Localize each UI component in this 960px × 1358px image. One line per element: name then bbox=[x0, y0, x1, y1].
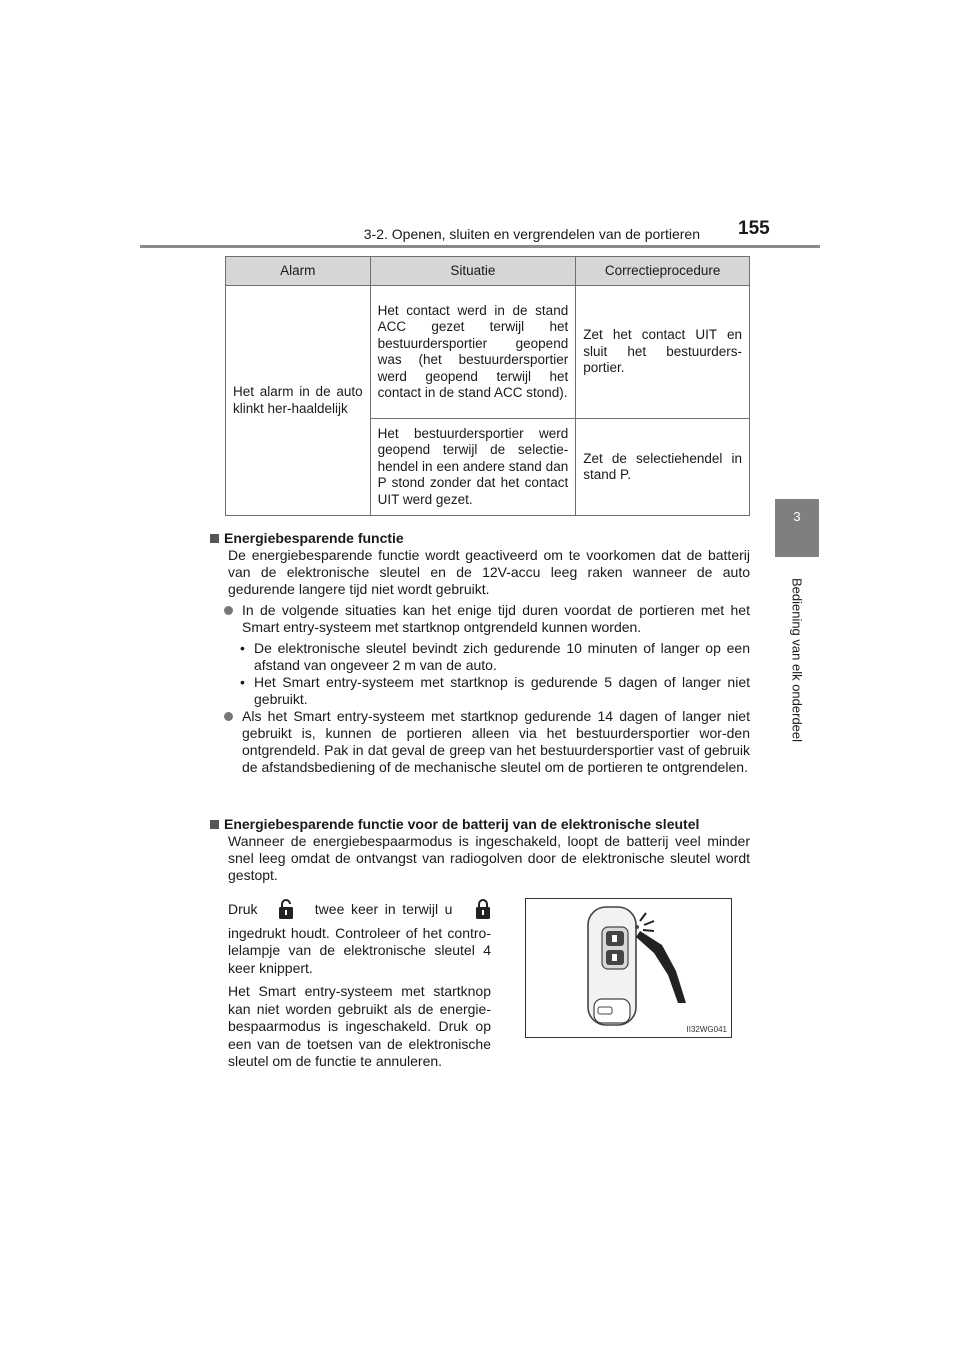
druk-text-end: ingedrukt houdt. Controleer of het contro-lelampje van de elektronische sleutel 4 keer knippert. bbox=[228, 924, 491, 976]
heading-text: Energiebesparende functie voor de batterij van de elektronische sleutel bbox=[224, 816, 700, 832]
procedure-paragraph bbox=[228, 898, 491, 977]
header-divider bbox=[140, 245, 820, 248]
druk-text-continued: twee keer in terwijl u bbox=[314, 901, 453, 917]
druk-text: Druk bbox=[228, 901, 258, 917]
smart-key-icon bbox=[526, 899, 731, 1037]
figure-code: II32WG041 bbox=[686, 1025, 727, 1034]
situation-cell: Het bestuurdersportier werd geopend terwijl de selectie-hendel in een andere stand dan P stond zonder dat het contact UIT werd gezet. bbox=[370, 419, 576, 516]
table-row bbox=[226, 286, 750, 419]
paragraph: Wanneer de energiebespaarmodus is ingeschakeld, loopt de batterij veel minder snel leeg omdat de ontvangst van radiogolven door de elektronische sleutel wordt gestopt. bbox=[228, 833, 750, 883]
paragraph: De energiebesparende functie wordt geactiveerd om te voorkomen dat de batterij van de elektronische sleutel en de 12V-accu leeg raken wanneer de auto gedurende langere tijd niet wordt gebruikt. bbox=[228, 547, 750, 597]
table-header-alarm: Alarm bbox=[226, 257, 371, 286]
square-bullet-icon bbox=[210, 534, 219, 543]
lock-icon bbox=[278, 898, 294, 925]
list-item-text: In de volgende situaties kan het enige tijd duren voordat de portieren met het Smart entry-systeem met startknop ontgrendeld kunnen worden. bbox=[242, 602, 750, 635]
square-bullet-icon bbox=[210, 820, 219, 829]
table-header-situation: Situatie bbox=[370, 257, 576, 286]
chapter-title: Bediening van elk onderdeel bbox=[789, 577, 805, 743]
table-header-row bbox=[226, 257, 750, 286]
lock-icon bbox=[475, 898, 491, 925]
heading-text: Energiebesparende functie bbox=[224, 530, 404, 546]
chapter-number: 3 bbox=[793, 509, 801, 524]
dot-bullet-icon: • bbox=[240, 640, 245, 656]
annulation-paragraph: Het Smart entry-systeem met startknop kan niet worden gebruikt als de energie-bespaarmodus is ingeschakeld. Druk op een van de toetsen van de elektronische sleutel om de functie te annuleren. bbox=[228, 983, 491, 1069]
list-item bbox=[210, 602, 750, 636]
key-illustration bbox=[525, 898, 732, 1038]
sub-list-item-text: De elektronische sleutel bevindt zich gedurende 10 minuten of langer op een afstand van ongeveer 2 m van de auto. bbox=[254, 640, 750, 673]
section-heading bbox=[210, 530, 750, 547]
page-number: 155 bbox=[738, 218, 770, 239]
section-heading bbox=[210, 816, 750, 833]
procedure-text bbox=[228, 898, 491, 1071]
sub-list-item bbox=[210, 674, 750, 708]
round-bullet-icon bbox=[224, 606, 233, 615]
list-item-text: Als het Smart entry-systeem met startknop gedurende 14 dagen of langer niet gebruikt is, kunnen de portieren alleen via het bestuurdersportier wor-den ontgrendeld. Pak in dat geval de greep van het bestuurdersportier vast of gebruik de afstandsbediening of de mechanische sleutel om de portieren te ontgrendelen. bbox=[242, 708, 750, 775]
alarm-cell: Het alarm in de auto klinkt her-haaldelijk bbox=[226, 286, 371, 516]
sub-list-item bbox=[210, 640, 750, 674]
dot-bullet-icon: • bbox=[240, 674, 245, 690]
list-item bbox=[210, 708, 750, 776]
sub-list-item-text: Het Smart entry-systeem met startknop is gedurende 5 dagen of langer niet gebruikt. bbox=[254, 674, 750, 707]
round-bullet-icon bbox=[224, 712, 233, 721]
alarm-table bbox=[225, 256, 750, 516]
correction-cell: Zet het contact UIT en sluit het bestuurders-portier. bbox=[576, 286, 750, 419]
correction-cell: Zet de selectiehendel in stand P. bbox=[576, 419, 750, 516]
situation-cell: Het contact werd in de stand ACC gezet terwijl het bestuurdersportier geopend was (het bestuurdersportier werd geopend terwijl het contact in de stand ACC stond). bbox=[370, 286, 576, 419]
section-energy-saving bbox=[210, 530, 750, 776]
section-key-battery-saving bbox=[210, 816, 750, 884]
table-header-correction: Correctieprocedure bbox=[576, 257, 750, 286]
section-title: 3-2. Openen, sluiten en vergrendelen van de portieren bbox=[363, 226, 700, 242]
chapter-tab bbox=[775, 499, 819, 557]
